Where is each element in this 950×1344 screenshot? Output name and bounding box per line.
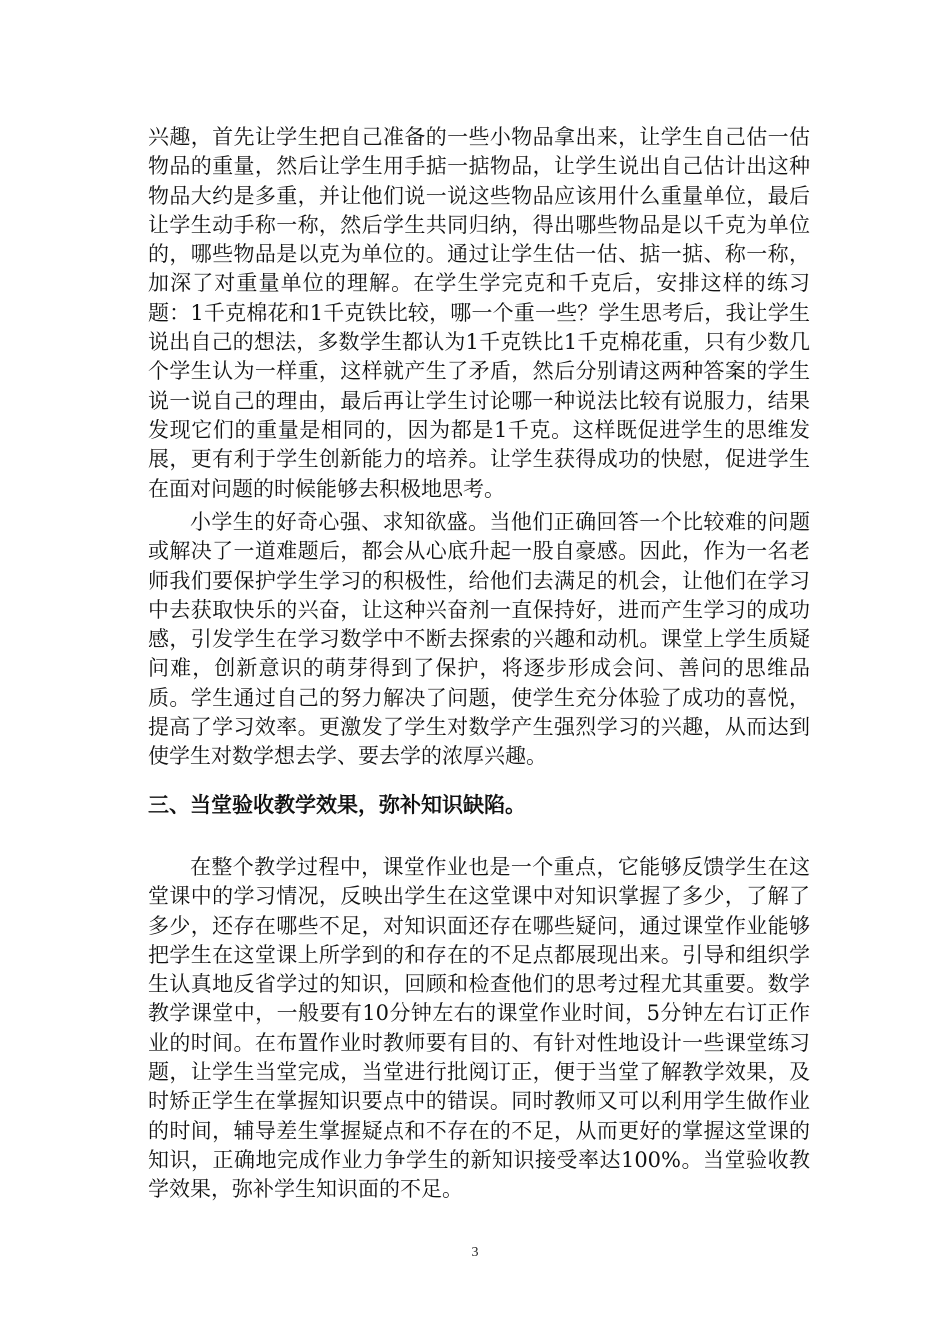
body-paragraph-2: 小学生的好奇心强、求知欲盛。当他们正确回答一个比较难的问题或解决了一道难题后，都会从心底升起一股自豪感。因此，作为一名老师我们要保护学生学习的积极性，给他们去满足的机会，让他们在学习中去获取快乐的兴奋，让这种兴奋剂一直保持好，进而产生学习的成功感，引发学生在学习数学中不断去探索的兴趣和动机。课堂上学生质疑问难，创新意识的萌芽得到了保护，将逐步形成会问、善问的思维品质。学生通过自己的努力解决了问题，使学生充分体验了成功的喜悦，提高了学习效率。更激发了学生对数学产生强烈学习的兴趣，从而达到使学生对数学想去学、要去学的浓厚兴趣。: [148, 510, 810, 769]
body-paragraph-3: 在整个教学过程中，课堂作业也是一个重点，它能够反馈学生在这堂课中的学习情况，反映出学生在这堂课中对知识掌握了多少，了解了多少，还存在哪些不足，对知识面还存在哪些疑问，通过课堂作业能够把学生在这堂课上所学到的和存在的不足点都展现出来。引导和组织学生认真地反省学过的知识，回顾和检查他们的思考过程尤其重要。数学教学课堂中，一般要有10分钟左右的课堂作业时间，5分钟左右订正作业的时间。在布置作业时教师要有目的、有针对性地设计一些课堂练习题，让学生当堂完成，当堂进行批阅订正，便于当堂了解教学效果，及时矫正学生在掌握知识要点中的错误。同时教师又可以利用学生做作业的时间，辅导差生掌握疑点和不存在的不足，从而更好的掌握这堂课的知识，正确地完成作业力争学生的新知识接受率达100%。当堂验收教学效果，弥补学生知识面的不足。: [148, 855, 810, 1202]
page-number: 3: [471, 1245, 479, 1260]
section-heading: 三、当堂验收教学效果，弥补知识缺陷。: [148, 793, 526, 817]
body-paragraph-1: 兴趣，首先让学生把自己准备的一些小物品拿出来，让学生自己估一估物品的重量，然后让学生用手掂一掂物品，让学生说出自己估计出这种物品大约是多重，并让他们说一说这些物品应该用什么重量单位，最后让学生动手称一称，然后学生共同归纳，得出哪些物品是以千克为单位的，哪些物品是以克为单位的。通过让学生估一估、掂一掂、称一称，加深了对重量单位的理解。在学生学完克和千克后，安排这样的练习题：1千克棉花和1千克铁比较，哪一个重一些？学生思考后，我让学生说出自己的想法，多数学生都认为1千克铁比1千克棉花重，只有少数几个学生认为一样重，这样就产生了矛盾，然后分别请这两种答案的学生说一说自己的理由，最后再让学生讨论哪一种说法比较有说服力，结果发现它们的重量是相同的，因为都是1千克。这样既促进学生的思维发展，更有利于学生创新能力的培养。让学生获得成功的快慰，促进学生在面对问题的时候能够去积极地思考。: [148, 125, 810, 501]
